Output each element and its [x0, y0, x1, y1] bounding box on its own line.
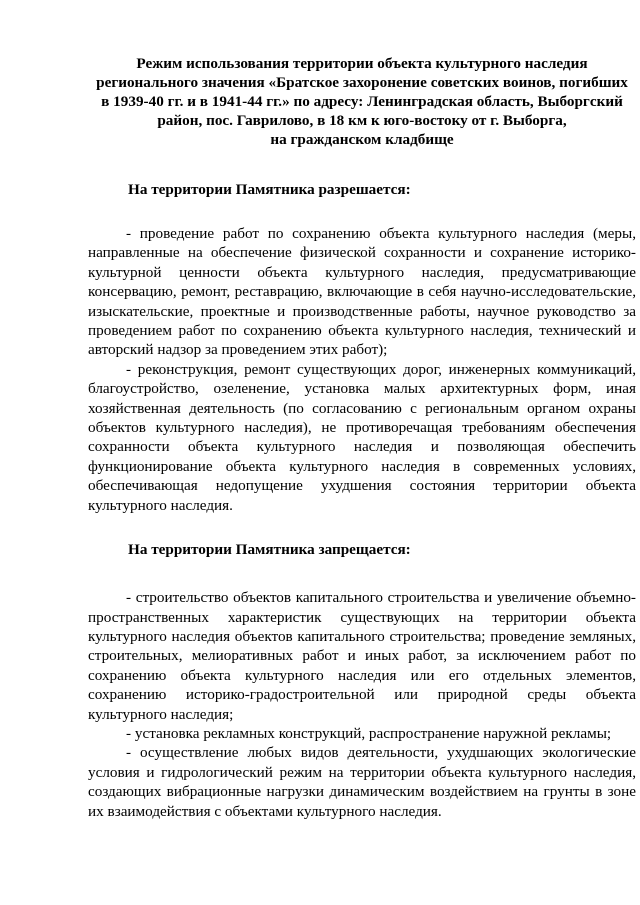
prohibited-list	[88, 588, 636, 821]
prohibited-item: - строительство объектов капитального строительства и увеличение объемно-пространственных характеристик существующих на территории объекта культурного наследия объектов капитального строительства; проведение земляных, строительных, мелиоративных работ и иных работ, за исключением работ по сохранению объекта культурного наследия или его отдельных элементов, сохранению историко-градостроительной или природной среды объекта культурного наследия;	[88, 589, 636, 723]
title-line: регионального значения «Братское захоронение советских воинов, погибших	[96, 74, 628, 91]
prohibited-item: - установка рекламных конструкций, распространение наружной рекламы;	[126, 724, 612, 742]
prohibited-heading: На территории Памятника запрещается:	[128, 541, 411, 559]
allowed-item: - реконструкция, ремонт существующих дорог, инженерных коммуникаций, благоустройство, озеленение, установка малых архитектурных форм, иная хозяйственная деятельность (по согласованию с региональным органом охраны объектов культурного наследия), не противоречащая требованиям обеспечения сохранности объекта культурного наследия и позволяющая обеспечить функционирование объекта культурного наследия в современных условиях, обеспечивающая недопущение ухудшения состояния территории объекта культурного наследия.	[88, 360, 636, 514]
allowed-item: - проведение работ по сохранению объекта культурного наследия (меры, направленные на обеспечение физической сохранности и сохранение историко-культурной ценности объекта культурного наследия, предусматривающие консервацию, ремонт, реставрацию, включающие в себя научно-исследовательские, изыскательские, проектные и производственные работы, научное руководство за проведением работ по сохранению объекта культурного наследия, технический и авторский надзор за проведением этих работ);	[88, 225, 636, 359]
title-line: Режим использования территории объекта культурного наследия	[136, 55, 588, 72]
document-title	[88, 54, 636, 149]
title-line: район, пос. Гаврилово, в 18 км к юго-востоку от г. Выборга,	[157, 112, 567, 129]
allowed-list	[88, 224, 636, 515]
title-line: на гражданском кладбище	[270, 131, 454, 148]
prohibited-item: - осуществление любых видов деятельности, ухудшающих экологические условия и гидрологический режим на территории объекта культурного наследия, создающих вибрационные нагрузки динамическим воздействием на грунты в зоне их взаимодействия с объектами культурного наследия.	[88, 744, 636, 820]
document-page	[88, 54, 636, 821]
allowed-heading: На территории Памятника разрешается:	[128, 181, 411, 198]
title-line: в 1939-40 гг. и в 1941-44 гг.» по адресу: Ленинградская область, Выборгский	[101, 93, 623, 110]
